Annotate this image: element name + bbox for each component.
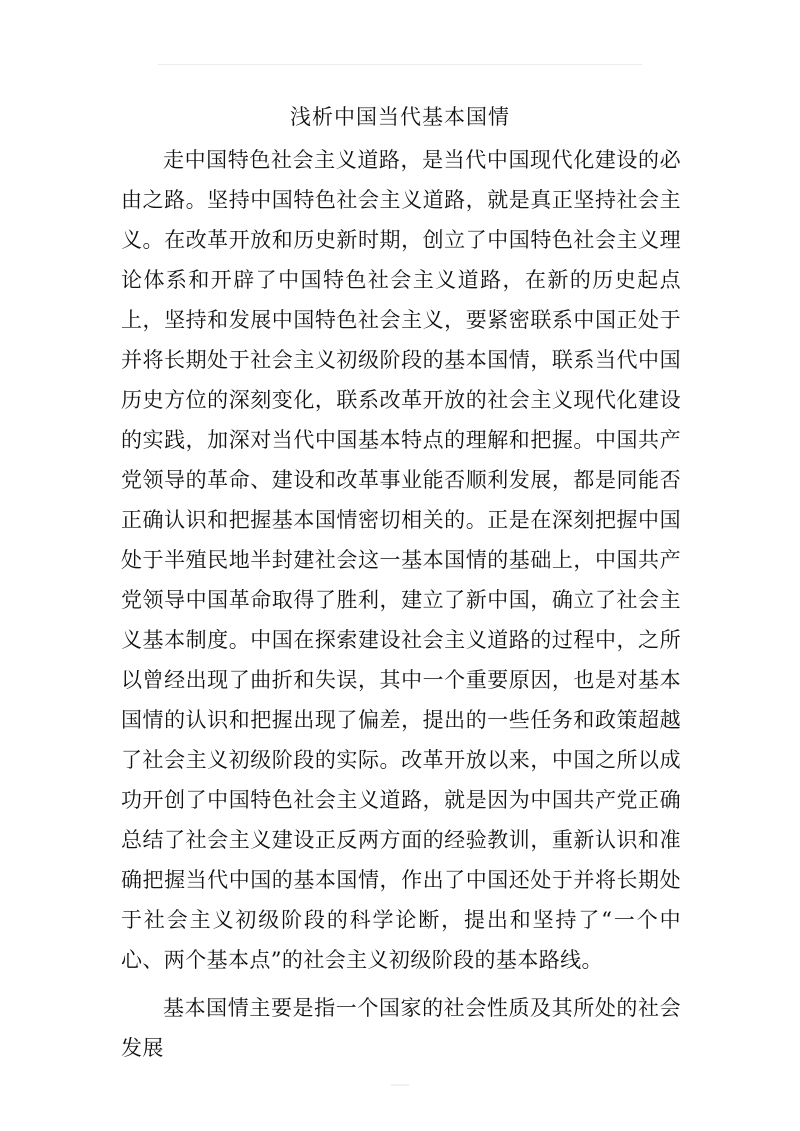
document-body	[121, 140, 681, 1068]
paragraph-2: 基本国情主要是指一个国家的社会性质及其所处的社会发展	[121, 996, 681, 1060]
document-title: 浅析中国当代基本国情	[290, 105, 510, 129]
footer-mark	[391, 1084, 409, 1086]
paragraph-1: 走中国特色社会主义道路，是当代中国现代化建设的必由之路。坚持中国特色社会主义道路，就是真正坚持社会主义。在改革开放和历史新时期，创立了中国特色社会主义理论体系和开辟了中国特色社会主义道路，在新的历史起点上，坚持和发展中国特色社会主义，要紧密联系中国正处于并将长期处于社会主义初级阶段的基本国情，联系当代中国历史方位的深刻变化，联系改革开放的社会主义现代化建设的实践，加深对当代中国基本特点的理解和把握。中国共产党领导的革命、建设和改革事业能否顺利发展，都是同能否正确认识和把握基本国情密切相关的。正是在深刻把握中国处于半殖民地半封建社会这一基本国情的基础上，中国共产党领导中国革命取得了胜利，建立了新中国，确立了社会主义基本制度。中国在探索建设社会主义道路的过程中，之所以曾经出现了曲折和失误，其中一个重要原因，也是对基本国情的认识和把握出现了偏差，提出的一些任务和政策超越了社会主义初级阶段的实际。改革开放以来，中国之所以成功开创了中国特色社会主义道路，就是因为中国共产党正确总结了社会主义建设正反两方面的经验教训，重新认识和准确把握当代中国的基本国情，作出了中国还处于并将长期处于社会主义初级阶段的科学论断，提出和坚持了“一个中心、两个基本点”的社会主义初级阶段的基本路线。	[121, 148, 681, 972]
header-rule	[158, 64, 642, 65]
